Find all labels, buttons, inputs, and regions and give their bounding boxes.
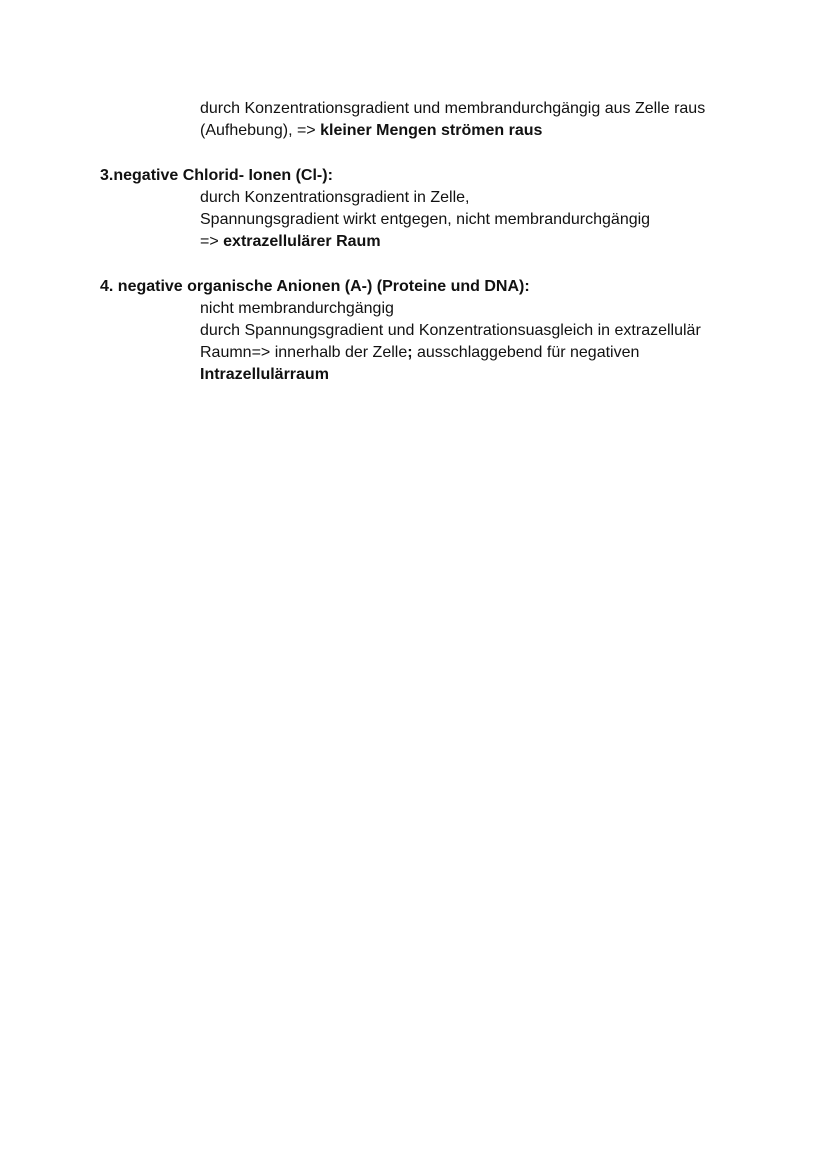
section-3-line-3 (200, 231, 381, 253)
continuation-line-2-text: (Aufhebung), => (200, 122, 321, 139)
section-3-line-3-emphasis: extrazellulärer Raum (223, 233, 381, 250)
section-3-line-3-text: => (200, 233, 224, 250)
section-4-line-4-emphasis: Intrazellulärraum (200, 366, 329, 383)
section-3-line-1: durch Konzentrationsgradient in Zelle, (200, 189, 470, 206)
section-4-heading: 4. negative organische Anionen (A-) (Proteine und DNA): (100, 278, 530, 295)
section-3-heading: 3.negative Chlorid- Ionen (Cl-): (100, 167, 333, 184)
section-4-line-3 (200, 342, 639, 364)
section-3-line-2: Spannungsgradient wirkt entgegen, nicht membrandurchgängig (200, 211, 651, 228)
continuation-line-2-emphasis: kleiner Mengen strömen raus (320, 122, 543, 139)
section-4-line-3-text-a: Raumn=> innerhalb der Zelle (200, 344, 408, 361)
section-4-line-1: nicht membrandurchgängig (200, 300, 394, 317)
continuation-line-1: durch Konzentrationsgradient und membrandurchgängig aus Zelle raus (200, 100, 706, 117)
continuation-line-2 (200, 120, 542, 142)
section-4-line-2: durch Spannungsgradient und Konzentrationsuasgleich in extrazellulär (200, 322, 701, 339)
section-4-line-4 (200, 364, 329, 386)
section-4-line-3-emphasis: ; (407, 344, 413, 361)
section-4-line-3-text-b: ausschlaggebend für negativen (412, 344, 640, 361)
